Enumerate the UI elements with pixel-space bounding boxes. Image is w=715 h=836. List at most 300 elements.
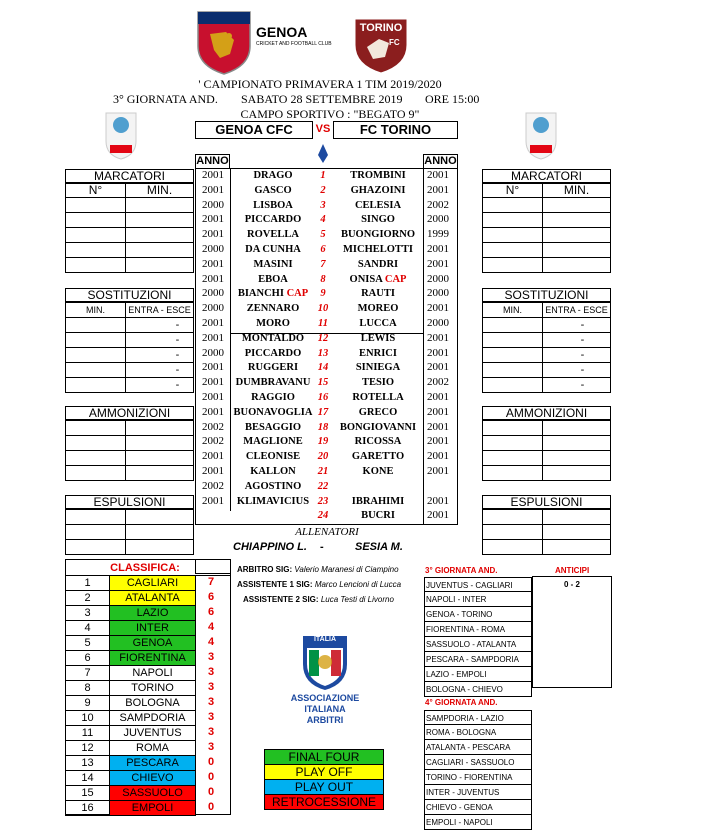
standing-points: 6: [207, 606, 215, 618]
round4-title: 4° GIORNATA AND.: [425, 698, 498, 707]
roster-row: [196, 257, 458, 272]
away-player-year: 2001: [427, 302, 449, 315]
right-cell: [542, 377, 611, 393]
round-label: 3° GIORNATA AND.: [113, 92, 218, 106]
home-player-year: 2001: [202, 391, 224, 403]
right-cell: [542, 227, 611, 243]
home-player-name: BUONAVOGLIA: [233, 406, 313, 418]
dash: -: [580, 364, 585, 376]
fixture-round4: ATALANTA - PESCARA: [424, 740, 532, 755]
shirt-number: 13: [317, 347, 329, 359]
home-player-year: 2001: [202, 331, 224, 344]
away-player-year: 2001: [427, 435, 449, 448]
aia-line3: ARBITRI: [306, 715, 344, 725]
aia-line1: ASSOCIAZIONE: [290, 693, 360, 703]
away-player-name: RAUTI: [361, 288, 395, 300]
roster-row: [196, 405, 458, 420]
right-cell: [542, 212, 611, 228]
right-cell: [482, 524, 543, 540]
right-cell: [542, 435, 611, 451]
dash: -: [175, 319, 180, 331]
classifica-title: CLASSIFICA:: [110, 562, 180, 574]
home-player-name: DUMBRAVANU: [235, 377, 311, 389]
shirt-number: 4: [320, 214, 326, 226]
home-player-year: 2002: [202, 435, 224, 448]
fixture-round3: LAZIO - EMPOLI: [424, 667, 532, 682]
home-player-year: 2001: [202, 494, 224, 507]
home-player-name: CLEONISE: [245, 451, 301, 463]
standing-points: 4: [207, 621, 215, 633]
shirt-number: 22: [317, 480, 329, 492]
left-ammonizioni-header: AMMONIZIONI: [65, 406, 194, 420]
shirt-number: 16: [317, 392, 329, 403]
legend-item: RETROCESSIONE: [264, 794, 384, 810]
shirt-number: 18: [317, 421, 329, 433]
shirt-number: 12: [317, 332, 329, 344]
classifica-pts-header: [195, 559, 231, 574]
right-cell: [482, 420, 543, 436]
left-cell: [125, 509, 194, 525]
dash: -: [580, 379, 585, 391]
left-cell: [125, 347, 194, 363]
left-cell: [125, 435, 194, 451]
roster-row: [196, 242, 458, 257]
legend-item: FINAL FOUR: [264, 749, 384, 765]
right-sostituzioni-header: SOSTITUZIONI: [482, 288, 611, 302]
roster-row: [196, 420, 458, 435]
right-cell: [542, 465, 611, 481]
standing-team: SASSUOLO: [109, 785, 196, 801]
standing-team: TORINO: [109, 680, 196, 696]
away-player-year: 2001: [427, 257, 449, 270]
dash: -: [175, 364, 180, 376]
standing-points: 0: [207, 786, 215, 798]
left-cell: [125, 377, 194, 393]
home-coach: CHIAPPINO L.: [233, 541, 307, 553]
standing-points: 6: [207, 591, 215, 603]
right-cell: [542, 362, 611, 378]
right-cell: [542, 257, 611, 273]
roster-row: [196, 360, 458, 375]
home-player-name: DA CUNHA: [245, 244, 301, 255]
home-player-name: ROVELLA: [247, 229, 299, 241]
standing-team: ROMA: [109, 740, 196, 756]
assistant1-name: Marco Lencioni di Lucca: [314, 580, 402, 589]
standing-pos: 12: [65, 740, 110, 756]
away-player-year: 2001: [427, 465, 449, 477]
dash: -: [175, 379, 180, 391]
left-cell: [65, 227, 126, 243]
home-player-year: 2001: [202, 183, 224, 196]
right-cell: [482, 465, 543, 481]
away-player-name: TROMBINI: [350, 170, 406, 181]
roster-row: [196, 183, 458, 198]
match-time: ORE 15:00: [425, 92, 480, 106]
home-player-name: BESAGGIO: [244, 421, 302, 433]
away-player-name: GHAZOINI: [350, 184, 406, 196]
dash: -: [580, 334, 585, 346]
left-cell: [65, 377, 126, 393]
fixture-round4: ROMA - BOLOGNA: [424, 725, 532, 740]
away-player-year: 2000: [427, 213, 449, 226]
shirt-number: 20: [317, 451, 329, 463]
standing-team: JUVENTUS: [109, 725, 196, 741]
home-player-year: 2001: [202, 405, 224, 418]
away-player-name: RICOSSA: [354, 436, 402, 448]
right-cell: [482, 435, 543, 451]
left-cell: [125, 212, 194, 228]
home-player-name: GASCO: [254, 184, 292, 196]
roster-row: [196, 212, 458, 227]
away-player-year: 2002: [427, 376, 449, 389]
away-player-name: BUONGIORNO: [340, 229, 416, 241]
away-player-year: 2001: [427, 391, 449, 403]
standing-team: BOLOGNA: [109, 695, 196, 711]
home-player-year: 2000: [202, 287, 224, 300]
standing-points: 3: [207, 681, 215, 693]
roster-row: [196, 168, 458, 183]
home-team-name: GENOA CFC: [195, 121, 313, 139]
standing-pos: 5: [65, 635, 110, 651]
shirt-number: 10: [317, 303, 329, 315]
left-cell: [125, 420, 194, 436]
home-player-name: KLIMAVICIUS: [236, 495, 310, 507]
left-cell: [125, 317, 194, 333]
dash: -: [580, 349, 585, 361]
away-player-year: 2001: [427, 450, 449, 463]
fixture-round3: SASSUOLO - ATALANTA: [424, 637, 532, 652]
home-player-name: MORO: [256, 318, 290, 329]
away-player-year: 2001: [427, 405, 449, 418]
away-player-year: 2001: [427, 509, 449, 522]
shirt-number: 3: [320, 199, 326, 211]
standing-points: 0: [207, 801, 215, 813]
right-cell: [542, 524, 611, 540]
standing-points: 7: [207, 576, 215, 588]
standing-pos: 6: [65, 650, 110, 666]
standing-pos: 3: [65, 605, 110, 621]
left-cell: [65, 197, 126, 213]
shirt-number: 11: [318, 318, 328, 329]
away-player-name: GARETTO: [351, 451, 405, 463]
home-player-year: 2002: [202, 420, 224, 433]
right-cell: [482, 539, 543, 555]
away-player-name: KONE: [362, 466, 394, 477]
standing-pos: 14: [65, 770, 110, 786]
left-cell: [125, 242, 194, 258]
standing-points: 3: [207, 711, 215, 723]
home-player-year: 2001: [202, 376, 224, 389]
left-cell: [65, 242, 126, 258]
right-cell: [542, 539, 611, 555]
round3-title: 3° GIORNATA AND.: [425, 566, 498, 575]
home-player-year: 2000: [202, 243, 224, 255]
left-cell: [65, 317, 126, 333]
left-cell: [65, 257, 126, 273]
roster-row: [196, 331, 458, 346]
left-cell: [65, 465, 126, 481]
away-coach: SESIA M.: [355, 541, 403, 553]
right-cell: [482, 450, 543, 466]
away-player-name: CELESIA: [354, 199, 402, 211]
points-column-frame: [195, 575, 231, 815]
standing-team: CAGLIARI: [109, 575, 196, 591]
anticipi-title: ANTICIPI: [555, 566, 590, 575]
standing-pos: 2: [65, 590, 110, 606]
left-cell: [125, 197, 194, 213]
home-player-year: 2001: [202, 257, 224, 270]
fixture-round4: SAMPDORIA - LAZIO: [424, 710, 532, 725]
standing-points: 3: [207, 651, 215, 663]
away-player-year: 1999: [427, 228, 449, 241]
away-player-year: 2000: [427, 317, 449, 329]
standing-points: 0: [207, 771, 215, 783]
home-player-year: 2000: [202, 302, 224, 315]
right-cell: [482, 509, 543, 525]
fixture-round3: FIORENTINA - ROMA: [424, 622, 532, 637]
roster-row: [196, 494, 458, 509]
away-player-name: ROTELLA: [352, 392, 404, 403]
left-cell: [125, 362, 194, 378]
away-player-name: LUCCA: [359, 318, 397, 329]
assistant1-label: ASSISTENTE 1 SIG:: [237, 580, 313, 589]
left-cell: [65, 509, 126, 525]
dash: -: [580, 319, 585, 331]
away-player-name: BUCRI: [361, 510, 395, 522]
standing-team: SAMPDORIA: [109, 710, 196, 726]
home-player-name: ZENNARO: [246, 303, 300, 315]
referee-line: [237, 565, 399, 574]
standing-points: 0: [207, 756, 215, 768]
home-player-name: RAGGIO: [251, 392, 295, 403]
fixture-round4: EMPOLI - NAPOLI: [424, 815, 532, 830]
anticipi-box: [532, 576, 612, 688]
coach-sep: -: [320, 541, 324, 553]
genoa-crest-icon: [196, 10, 252, 76]
home-player-name: MONTALDO: [241, 332, 305, 344]
away-player-name: MOREO: [357, 303, 399, 315]
standing-pos: 9: [65, 695, 110, 711]
left-cell: [65, 332, 126, 348]
roster-row: [196, 272, 458, 287]
primavera-badge-left: [102, 111, 140, 161]
away-player-year: 2000: [427, 272, 449, 285]
right-cell: [542, 242, 611, 258]
shirt-number: 23: [317, 495, 329, 507]
away-player-name: SINGO: [361, 214, 395, 226]
standing-pos: 15: [65, 785, 110, 801]
shirt-number: 5: [320, 229, 326, 241]
standing-points: 3: [207, 726, 215, 738]
standing-points: 3: [207, 741, 215, 753]
left-marcatori-min: MIN.: [125, 183, 194, 198]
away-player-year: 2001: [427, 183, 449, 196]
home-player-name: MASINI: [253, 258, 293, 270]
right-cell: [482, 377, 543, 393]
standing-team: GENOA: [109, 635, 196, 651]
away-player-name: ONISA CAP: [349, 273, 407, 285]
standing-team: INTER: [109, 620, 196, 636]
left-marcatori-num: N°: [65, 183, 126, 198]
assistant2-line: [243, 595, 394, 604]
right-sub-min: MIN.: [482, 302, 543, 318]
coaches-label: ALLENATORI: [295, 526, 359, 538]
shirt-number: 2: [320, 184, 326, 196]
roster-row: [196, 286, 458, 301]
shirt-number: 21: [317, 466, 329, 477]
away-player-year: 2001: [427, 331, 449, 344]
right-cell: [482, 317, 543, 333]
assistant2-name: Luca Testi di Livorno: [320, 595, 394, 604]
fixture-round3: JUVENTUS - CAGLIARI: [424, 577, 532, 592]
primavera-badge-right: [522, 111, 560, 161]
shirt-number: 6: [320, 244, 326, 255]
standing-team: PESCARA: [109, 755, 196, 771]
roster-row: [196, 375, 458, 390]
right-cell: [482, 257, 543, 273]
left-cell: [65, 524, 126, 540]
left-cell: [65, 420, 126, 436]
left-cell: [65, 212, 126, 228]
away-player-name: SANDRI: [357, 258, 399, 270]
home-player-name: DRAGO: [253, 170, 293, 181]
standing-pos: 4: [65, 620, 110, 636]
roster-row: [196, 390, 458, 405]
home-player-name: RUGGERI: [247, 362, 299, 374]
home-player-year: 2001: [202, 465, 224, 477]
standing-team: CHIEVO: [109, 770, 196, 786]
away-player-year: 2001: [427, 169, 449, 181]
left-espulsioni-header: ESPULSIONI: [65, 495, 194, 509]
away-badge-letters: FC: [389, 38, 400, 47]
right-cell: [482, 347, 543, 363]
home-player-name: AGOSTINO: [244, 480, 302, 492]
referee-name: Valerio Maranesi di Ciampino: [294, 565, 399, 574]
standing-team: ATALANTA: [109, 590, 196, 606]
home-player-year: 2001: [202, 361, 224, 374]
home-player-year: 2002: [202, 479, 224, 492]
roster-row: [196, 301, 458, 316]
left-cell: [65, 539, 126, 555]
legend-item: PLAY OFF: [264, 764, 384, 780]
shirt-number: 15: [317, 377, 329, 389]
fixture-round3: GENOA - TORINO: [424, 607, 532, 622]
left-cell: [65, 450, 126, 466]
venue: CAMPO SPORTIVO : "BEGATO 9": [240, 107, 420, 121]
roster-row: [196, 479, 458, 494]
fixture-round3: NAPOLI - INTER: [424, 592, 532, 607]
left-marcatori-header: MARCATORI: [65, 169, 194, 183]
left-sub-min: MIN.: [65, 302, 126, 318]
shirt-number: 17: [317, 406, 329, 418]
left-cell: [125, 227, 194, 243]
home-player-year: 2001: [202, 213, 224, 226]
away-player-name: GRECO: [358, 406, 398, 418]
right-cell: [542, 317, 611, 333]
left-cell: [125, 257, 194, 273]
left-sostituzioni-header: SOSTITUZIONI: [65, 288, 194, 302]
right-cell: [482, 242, 543, 258]
away-player-name: ENRICI: [359, 347, 397, 359]
standing-team: LAZIO: [109, 605, 196, 621]
right-cell: [482, 332, 543, 348]
away-player-name: IBRAHIMI: [351, 495, 405, 507]
home-anno-header: ANNO: [196, 155, 229, 167]
home-player-year: 2001: [202, 317, 224, 329]
right-cell: [542, 420, 611, 436]
right-cell: [542, 197, 611, 213]
standing-pos: 1: [65, 575, 110, 591]
match-date: SABATO 28 SETTEMBRE 2019: [241, 92, 403, 106]
home-player-name: PICCARDO: [244, 347, 302, 359]
right-cell: [482, 362, 543, 378]
standing-team: FIORENTINA: [109, 650, 196, 666]
home-club-subtitle: CRICKET AND FOOTBALL CLUB: [256, 41, 332, 47]
away-player-year: 2000: [427, 287, 449, 300]
right-marcatori-num: N°: [482, 183, 543, 198]
shirt-number: 7: [320, 258, 326, 270]
standing-pos: 11: [65, 725, 110, 741]
away-player-year: 2001: [427, 494, 449, 507]
roster-row: [196, 508, 458, 523]
standing-pos: 13: [65, 755, 110, 771]
home-player-name: BIANCHI CAP: [237, 288, 309, 300]
standing-pos: 10: [65, 710, 110, 726]
standing-points: 3: [207, 666, 215, 678]
serie-a-icon: [316, 143, 330, 165]
home-player-year: 2001: [202, 228, 224, 241]
assistant2-label: ASSISTENTE 2 SIG:: [243, 595, 319, 604]
fixture-round3: BOLOGNA - CHIEVO: [424, 682, 532, 697]
right-ammonizioni-header: AMMONIZIONI: [482, 406, 611, 420]
standing-points: 3: [207, 696, 215, 708]
right-sub-entra: ENTRA - ESCE: [542, 302, 611, 318]
home-player-year: 2001: [202, 272, 224, 285]
roster-row: [196, 227, 458, 242]
right-cell: [542, 450, 611, 466]
fixture-round4: TORINO - FIORENTINA: [424, 770, 532, 785]
standing-points: 4: [207, 636, 215, 648]
shirt-number: 19: [317, 436, 329, 448]
anticipi-score: 0 - 2: [564, 580, 581, 589]
right-marcatori-min: MIN.: [542, 183, 611, 198]
away-player-name: BONGIOVANNI: [339, 421, 417, 433]
roster-row: [196, 198, 458, 213]
away-anno-header: ANNO: [424, 155, 457, 167]
away-team-name: FC TORINO: [333, 121, 458, 139]
home-player-name: PICCARDO: [244, 214, 302, 226]
right-espulsioni-header: ESPULSIONI: [482, 495, 611, 509]
shirt-number: 9: [320, 288, 326, 300]
away-player-year: 2001: [427, 361, 449, 374]
away-player-name: SINIEGA: [355, 362, 401, 374]
standing-team: EMPOLI: [109, 800, 196, 816]
left-cell: [65, 362, 126, 378]
roster-row: [196, 316, 458, 331]
left-cell: [125, 524, 194, 540]
home-club-name: GENOA: [256, 24, 308, 40]
home-player-name: EBOA: [258, 273, 288, 285]
left-cell: [125, 450, 194, 466]
fixture-round3: PESCARA - SAMPDORIA: [424, 652, 532, 667]
right-marcatori-header: MARCATORI: [482, 169, 611, 183]
shirt-number: 24: [317, 510, 329, 522]
right-cell: [482, 197, 543, 213]
away-player-name: TESIO: [361, 377, 395, 389]
shirt-number: 14: [317, 362, 329, 374]
left-cell: [65, 435, 126, 451]
fixture-round4: CHIEVO - GENOA: [424, 800, 532, 815]
